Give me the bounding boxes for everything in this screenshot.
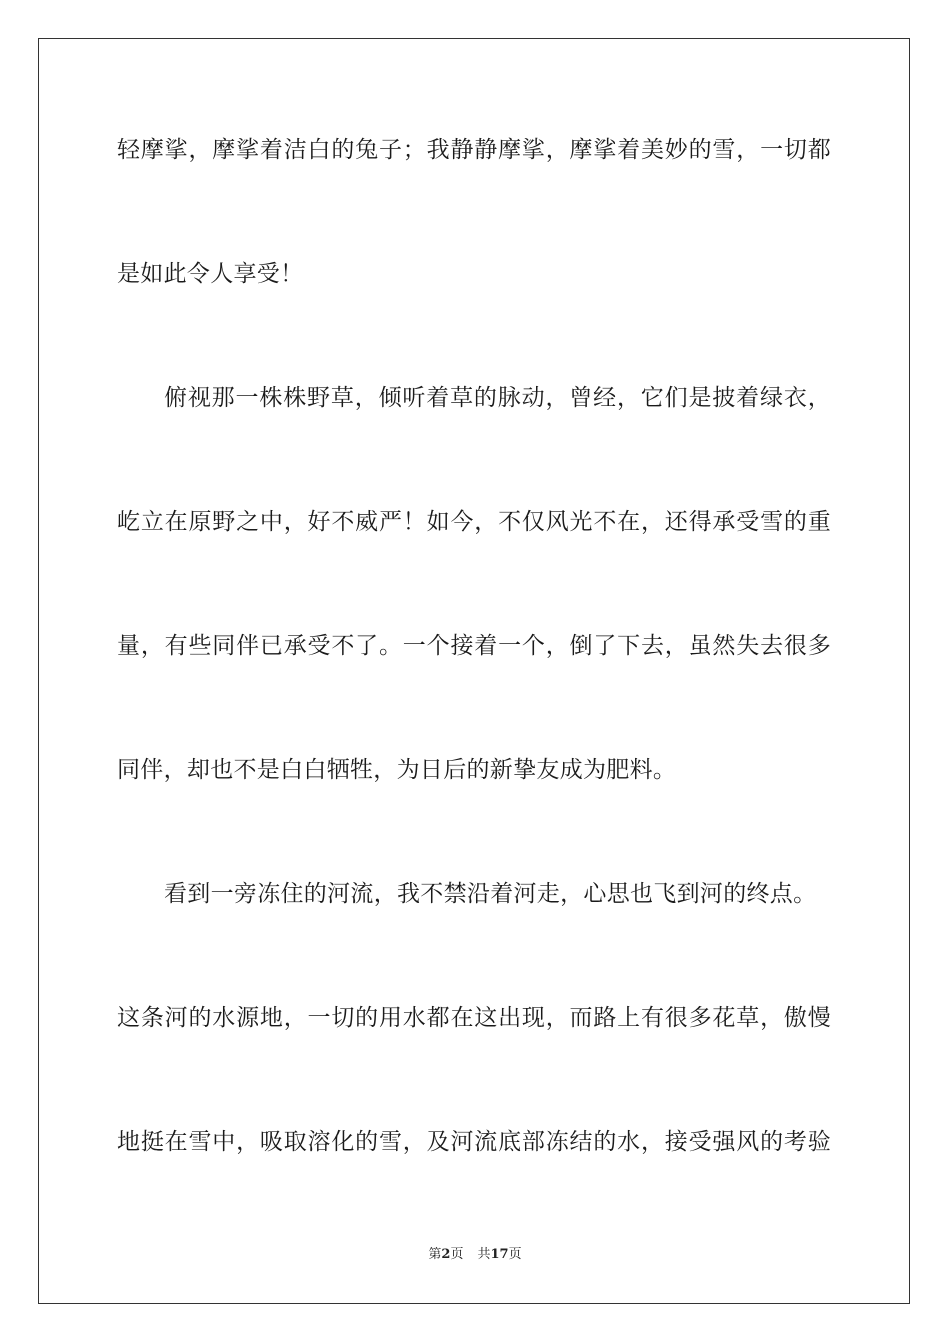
text-line-2: 是如此令人享受！ [117,261,304,287]
total-suffix: 页 [508,1247,522,1262]
text-line-8: 这条河的水源地，一切的用水都在这出现，而路上有很多花草，傲慢 [117,1005,831,1031]
text-line-9: 地挺在雪中，吸取溶化的雪，及河流底部冻结的水，接受强风的考验 [117,1129,831,1155]
page-footer [0,1246,950,1264]
paragraph-3-line-1: 看到一旁冻住的河流，我不禁沿着河走，心思也飞到河的终点。 [164,881,817,907]
text-line-1: 轻摩挲，摩挲着洁白的兔子；我静静摩挲，摩挲着美妙的雪，一切都 [117,137,831,163]
page-prefix: 第 [428,1247,442,1262]
page-border [38,38,910,1304]
text-line-6: 同伴，却也不是白白牺牲，为日后的新挚友成为肥料。 [117,757,677,783]
page-suffix: 页 [450,1247,464,1262]
text-line-5: 量，有些同伴已承受不了。一个接着一个，倒了下去，虽然失去很多 [117,633,831,659]
page-number: 2 [441,1247,451,1262]
paragraph-2-line-1: 俯视那一株株野草，倾听着草的脉动，曾经，它们是披着绿衣， [164,385,831,411]
total-prefix: 共 [477,1247,491,1262]
total-pages: 17 [490,1247,509,1262]
text-line-4: 屹立在原野之中，好不威严！如今，不仅风光不在，还得承受雪的重 [117,509,831,535]
